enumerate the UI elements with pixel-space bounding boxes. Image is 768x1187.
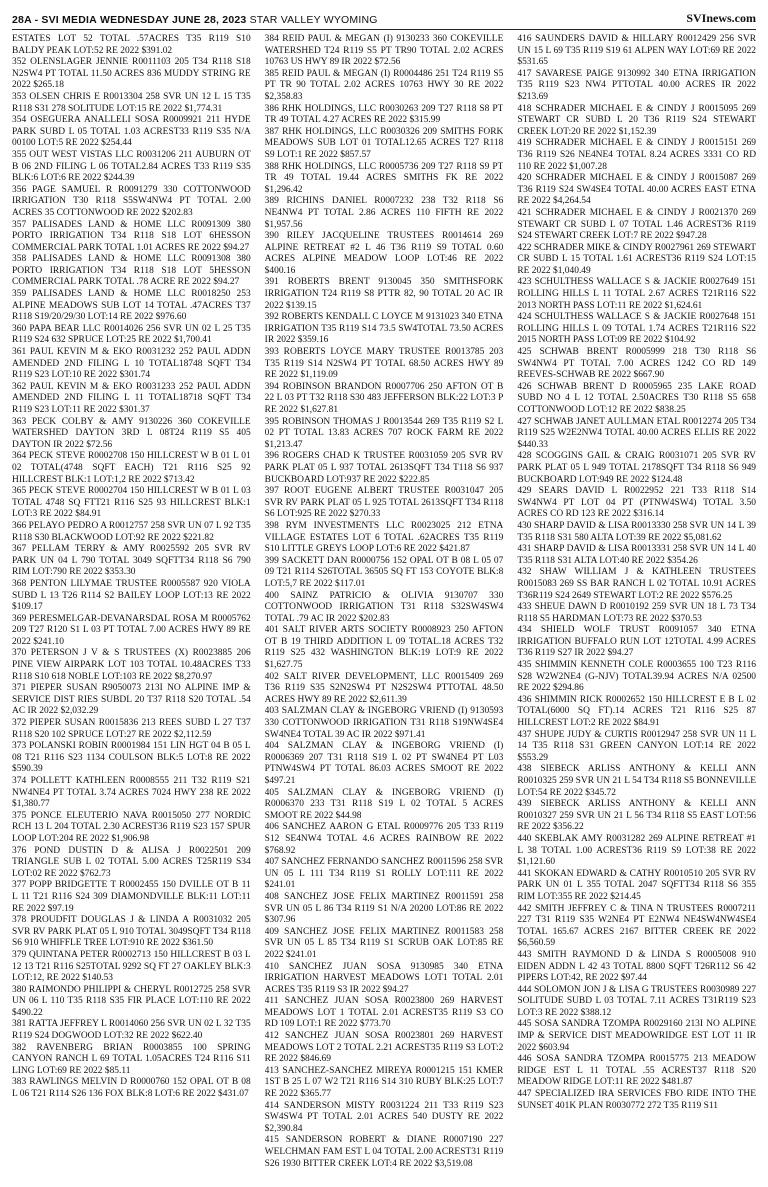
tax-listing-entry: 355 OUT WEST VISTAS LLC R0031206 211 AUBURN OT B 06 2ND FILING L 06 TOTAL2.84 ACRES T33 R119 S35 BLK:6 LOT:6 RE 2022 $244.39	[12, 149, 251, 184]
tax-listing-entry: 389 RICHINS DANIEL R0007232 238 T32 R118 S6 NE4NW4 PT TOTAL 2.86 ACRES 110 FIFTH RE 2022 $1,957.56	[264, 196, 504, 230]
page-label: 28A - SVI MEDIA	[12, 14, 97, 26]
tax-listing-entry: 403 SALZMAN CLAY & INGEBORG VRIEND (I) 9130593 330 COTTONWOOD IRRIGATION T31 R118 S19NW4SE4 SW4NE4 TOTAL 39 AC IR 2022 $971.41	[264, 706, 504, 740]
tax-listing-entry: 356 PAGE SAMUEL R R0091279 330 COTTONWOOD IRRIGATION T30 R118 S5SW4NW4 PT TOTAL 2.00 ACRES 35 COTTONWOOD RE 2022 $202.83	[12, 184, 251, 218]
tax-listing-entry: 421 SCHRADER MICHAEL E & CINDY J R0021370 269 STEWART CR SUBD L 07 TOTAL 1.46 ACREST36 R119 S24 STEWART CREEK LOT:7 RE 2022 $947.28	[517, 207, 757, 242]
tax-listing-entry: 370 PETERSON J V & S TRUSTEES (X) R0023885 206 PINE VIEW AIRPARK LOT 103 TOTAL 10.48ACRES T33 R118 S10 618 NOBLE LOT:103 RE 2022 $8,270.97	[12, 648, 251, 682]
tax-listing-entry: 374 POLLETT KATHLEEN R0008555 211 T32 R119 S21 NW4NE4 PT TOTAL 3.74 ACRES 7024 HWY 238 RE 2022 $1,380.77	[12, 776, 251, 810]
tax-listing-entry: 441 SKOKAN EDWARD & CATHY R0010510 205 SVR RV PARK UN 01 L 355 TOTAL 2047 SQFTT34 R118 S6 355 RIM LOT:355 RE 2022 $214.45	[517, 868, 757, 902]
tax-listing-entry: 413 SANCHEZ-SANCHEZ MIREYA R0001215 151 KMER 1ST B 25 L 07 W2 T21 R116 S14 310 RUBY BLK:25 LOT:7 RE 2022 $365.77	[264, 1065, 504, 1100]
tax-listing-entry: 424 SCHULTHESS WALLACE S & JACKIE R0027648 151 ROLLING HILLS L 09 TOTAL 1.74 ACRES T21R116 S22 2015 NORTH PASS LOT:09 RE 2022 $104.92	[517, 312, 757, 346]
column-1	[12, 34, 251, 1181]
tax-listing-entry: 386 RHK HOLDINGS, LLC R0030263 209 T27 R118 S8 PT TR 49 TOTAL 4.27 ACRES RE 2022 $315.99	[264, 103, 504, 126]
paper-name: STAR VALLEY WYOMING	[249, 14, 378, 26]
tax-listing-entry: 364 PECK STEVE R0002708 150 HILLCREST W B 01 L 01 02 TOTAL(4748 SQFT EACH) T21 R116 S25 92 HILLCREST BLK:1 LOT:1,2 RE 2022 $713.42	[12, 451, 251, 485]
tax-listing-entry: 438 SIEBECK ARLISS ANTHONY & KELLI ANN R0010325 259 SVR UN 21 L 54 T34 R118 S5 BONNEVILLE LOT:54 RE 2022 $345.72	[517, 764, 757, 798]
tax-listing-entry: 432 SHAW WILLIAM J & KATHLEEN TRUSTEES R0015083 269 SS BAR RANCH L 02 TOTAL 10.91 ACRES T36R119 S24 2649 STEWART LOT:2 RE 2022 $576.25	[517, 567, 757, 601]
tax-listing-entry: 384 REID PAUL & MEGAN (I) 9130233 360 COKEVILLE WATERSHED T24 R119 S5 PT TR90 TOTAL 2.02 ACRES 10763 US HWY 89 IR 2022 $72.56	[264, 34, 504, 68]
tax-listing-entry: 427 SCHWAB JANET AULLMAN ETAL R0012274 205 T34 R119 S25 W2E2NW4 TOTAL 40.00 ACRES ELLIS RE 2022 $440.33	[517, 416, 757, 450]
tax-listing-entry: 393 ROBERTS LOYCE MARY TRUSTEE R0013785 203 T35 R119 S14 N2SW4 PT TOTAL 68.50 ACRES HWY 89 RE 2022 $1,119.09	[264, 347, 504, 381]
tax-listing-entry: 397 ROOT EUGENE ALBERT TRUSTEE R0031047 205 SVR RV PARK PLAT 05 L 925 TOTAL 2613SQFT T34 R118 S6 LOT:925 RE 2022 $270.33	[264, 486, 504, 520]
header-left	[12, 14, 378, 26]
tax-listing-entry: 428 SCOGGINS GAIL & CRAIG R0031071 205 SVR RV PARK PLAT 05 L 949 TOTAL 2178SQFT T34 R118 S6 949 BUCKBOARD LOT:949 RE 2022 $124.48	[517, 451, 757, 485]
tax-listing-entry: 388 RHK HOLDINGS, LLC R0005736 209 T27 R118 S9 PT TR 49 TOTAL 19.44 ACRES SMITHS FK RE 2022 $1,296.42	[264, 161, 504, 195]
tax-listing-entry: 417 SAVARESE PAIGE 9130992 340 ETNA IRRIGATION T35 R119 S23 NW4 PTTOTAL 40.00 ACRES IR 2022 $213.69	[517, 68, 757, 102]
tax-listing-entry: 380 RAIMONDO PHILIPPI & CHERYL R0012725 258 SVR UN 06 L 110 T35 R118 S35 FIR PLACE LOT:110 RE 2022 $490.22	[12, 984, 251, 1018]
tax-listing-entry: 446 SOSA SANDRA TZOMPA R0015775 213 MEADOW RIDGE EST L 11 TOTAL .55 ACREST37 R118 S20 MEADOW RIDGE LOT:11 RE 2022 $481.87	[517, 1054, 757, 1088]
tax-listing-entry: 408 SANCHEZ JOSE FELIX MARTINEZ R0011591 258 SVR UN 05 L 86 T34 R119 S1 N/A 20200 LOT:86 RE 2022 $307.96	[264, 891, 504, 926]
tax-listing-entry: 420 SCHRADER MICHAEL E & CINDY J R0015087 269 T36 R119 S24 SW4SE4 TOTAL 40.00 ACRES EAST ETNA RE 2022 $4,264.54	[517, 173, 757, 207]
tax-listing-entry: 369 PERESMELGAR-DEVANARSDAL ROSA M R0005762 209 T27 R120 S1 L 03 PT TOTAL 7.00 ACRES HWY 89 RE 2022 $241.10	[12, 613, 251, 647]
tax-listing-entry: 443 SMITH RAYMOND D & LINDA S R0005008 910 EIDEN ADDN L 42 43 TOTAL 8800 SQFT T26R112 S6 42 PIPERS LOT:42, RE 2022 $97.44	[517, 949, 757, 984]
tax-listing-entry: 365 PECK STEVE R0002704 150 HILLCREST W B 01 L 03 TOTAL 4748 SQ FTT21 R116 S25 93 HILLCREST BLK:1 LOT:3 RE 2022 $84.91	[12, 486, 251, 520]
tax-listing-entry: 442 SMITH JEFFREY C & TINA N TRUSTEES R0007211 227 T31 R119 S35 W2NE4 PT E2NW4 NE4SW4NW4SE4 TOTAL 165.67 ACRES 2167 BITTER CREEK RE 2022 $6,560.59	[517, 903, 757, 949]
tax-listing-entry: 353 OLSEN CHRIS E R0013304 258 SVR UN 12 L 15 T35 R118 S31 278 SOLITUDE LOT:15 RE 2022 $1,774.31	[12, 91, 251, 114]
tax-listing-entry: 437 SHUPE JUDY & CURTIS R0012947 258 SVR UN 11 L 14 T35 R118 S31 GREEN CANYON LOT:14 RE 2022 $553.29	[517, 729, 757, 763]
tax-listing-entry: 373 POLANSKI ROBIN R0001984 151 LIN HGT 04 B 05 L 08 T21 R116 S23 1134 COULSON BLK:5 LOT:8 RE 2022 $590.39	[12, 741, 251, 775]
tax-listing-entry: 429 SEARS DAVID L R0022952 221 T33 R118 S14 SW4NW4 PT LOT 04 PT (PTNW4SW4) TOTAL 3.50 ACRES CO RD 123 RE 2022 $316.14	[517, 486, 757, 520]
tax-listing-entry: 396 ROGERS CHAD K TRUSTEE R0031059 205 SVR RV PARK PLAT 05 L 937 TOTAL 2613SQFT T34 T118 S6 937 BUCKBOARD LOT:937 RE 2022 $222.85	[264, 451, 504, 485]
tax-listing-entry: 411 SANCHEZ JUAN SOSA R0023800 269 HARVEST MEADOWS LOT 1 TOTAL 2.01 ACREST35 R119 S3 CO RD 109 LOT:1 RE 2022 $773.70	[264, 996, 504, 1030]
tax-listing-entry: 378 PROUDFIT DOUGLAS J & LINDA A R0031032 205 SVR RV PARK PLAT 05 L 910 TOTAL 3049SQFT T34 R118 S6 910 WHIFFLE TREE LOT:910 RE 2022 $361.50	[12, 915, 251, 949]
tax-listing-entry: 405 SALZMAN CLAY & INGEBORG VRIEND (I) R0006370 233 T31 R118 S19 L 02 TOTAL 5 ACRES SMOOT RE 2022 $44.98	[264, 787, 504, 821]
tax-listing-entry: 361 PAUL KEVIN M & EKO R0031232 252 PAUL ADDN AMENDED 2ND FILING L 10 TOTAL18748 SQFT T34 R119 S23 LOT:10 RE 2022 $301.74	[12, 347, 251, 381]
tax-listing-entry: 385 REID PAUL & MEGAN (I) R0004486 251 T24 R119 S5 PT TR 90 TOTAL 2.02 ACRES 10763 HWY 30 RE 2022 $2,358.83	[264, 68, 504, 102]
tax-listing-entry: 390 RILEY JACQUELINE TRUSTEES R0014614 269 ALPINE RETREAT #2 L 46 T36 R119 S9 TOTAL 0.60 ACRES ALPINE MEADOW LOOP LOT:46 RE 2022 $400.16	[264, 231, 504, 276]
tax-listing-entry: 430 SHARP DAVID & LISA R0013330 258 SVR UN 14 L 39 T35 R118 S31 580 ALTA LOT:39 RE 2022 $5,081.62	[517, 520, 757, 543]
tax-listing-entry: 436 SHIMMIN RICK R0002652 150 HILLCREST E B L 02 TOTAL(6000 SQ FT).14 ACRES T21 R116 S25 87 HILLCREST LOT:2 RE 2022 $84.91	[517, 694, 757, 729]
tax-listing-entry: 440 SKEBLAK AMY R0031282 269 ALPINE RETREAT #1 L 38 TOTAL 1.00 ACREST36 R119 S9 LOT:38 RE 2022 $1,121.60	[517, 833, 757, 868]
tax-listing-entry: 366 PELAYO PEDRO A R0012757 258 SVR UN 07 L 92 T35 R118 S30 BLACKWOOD LOT:92 RE 2022 $221.82	[12, 520, 251, 543]
tax-listing-entry: 379 QUINTANA PETER R0002713 150 HILLCREST B 03 L 12 13 T21 R116 S25TOTAL 9292 SQ FT 27 OAKLEY BLK:3 LOT:12, RE 2022 $140.53	[12, 949, 251, 984]
tax-listing-entry: 402 SALT RIVER DEVELOPMENT, LLC R0015409 269 T36 R119 S35 S2N2SW4 PT N2S2SW4 PTTOTAL 48.50 ACRES HWY 89 RE 2022 $2,611.39	[264, 671, 504, 705]
tax-listing-entry: 414 SANDERSON MISTY R0031224 211 T33 R119 S23 SW4SW4 PT TOTAL 2.01 ACRES 540 DUSTY RE 2022 $2,390.84	[264, 1100, 504, 1134]
column-2	[265, 34, 504, 1181]
tax-listing-entry: 376 POND DUSTIN D & ALISA J R0022501 209 TRIANGLE SUB L 02 TOTAL 5.00 ACRES T25R119 S34 LOT:02 RE 2022 $762.73	[12, 845, 251, 879]
tax-listing-entry: 354 OSEGUERA ANALLELI SOSA R0009921 211 HYDE PARK SUBD L 05 TOTAL 1.03 ACREST33 R119 S35 N/A 00100 LOT:5 RE 2022 $254.44	[12, 115, 251, 149]
tax-listing-entry: 407 SANCHEZ FERNANDO SANCHEZ R0011596 258 SVR UN 05 L 111 T34 R119 S1 ROLLY LOT:111 RE 2022 $241.01	[264, 857, 504, 891]
tax-listing-entry: 418 SCHRADER MICHAEL E & CINDY J R0015095 269 STEWART CR SUBD L 20 T36 R119 S24 STEWART CREEK LOT:20 RE 2022 $1,152.39	[517, 103, 757, 137]
tax-listing-entry: 439 SIEBECK ARLISS ANTHONY & KELLI ANN R0010327 259 SVR UN 21 L 56 T34 R118 S5 EAST LOT:56 RE 2022 $356.22	[517, 799, 757, 833]
tax-listing-entry: 434 SHIELD WOLF TRUST R0091057 340 ETNA IRRIGATION BUFFALO RUN LOT 12TOTAL 4.99 ACRES T36 R119 S27 IR 2022 $94.27	[517, 625, 757, 659]
tax-listing-entry: 404 SALZMAN CLAY & INGEBORG VRIEND (I) R0006369 207 T31 R118 S19 L 02 PT SW4NE4 PT L03 PTNW4SW4 PT TOTAL 86.03 ACRES SMOOT RE 2022 $497.21	[264, 741, 504, 786]
tax-listing-entry: 447 SPECIALIZED IRA SERVICES FBO RIDE INTO THE SUNSET 401K PLAN R0030772 272 T35 R119 S11	[517, 1089, 757, 1111]
tax-listing-entry: 359 PALISADES LAND & HOME LLC R0018250 253 ALPINE MEADOWS SUB LOT 14 TOTAL .47ACRES T37 R118 S19/20/29/30 LOT:14 RE 2022 $976.60	[12, 289, 251, 323]
website-label: SVInews.com	[686, 11, 756, 25]
tax-listing-entry: 409 SANCHEZ JOSE FELIX MARTINEZ R0011583 258 SVR UN 05 L 85 T34 R119 S1 SCRUB OAK LOT:85 RE 2022 $241.01	[264, 926, 504, 960]
tax-listing-entry: 433 SHEUE DAWN D R0010192 259 SVR UN 18 L 73 T34 R118 S5 HARDMAN LOT:73 RE 2022 $370.53	[517, 602, 757, 624]
tax-listing-entry: 367 PELLAM TERRY & AMY R0025592 205 SVR RV PARK UN 04 L 790 TOTAL 3049 SQFTT34 R118 S6 790 RIM LOT:790 RE 2022 $353.30	[12, 544, 251, 578]
tax-listing-entry: 399 SACKETT DAN R0000756 152 OPAL OT B 08 L 05 07 09 T21 R114 S26TOTAL 36505 SQ FT 153 COYOTE BLK:8 LOT:5,7 RE 2022 $117.01	[264, 555, 504, 589]
tax-listing-entry: 372 PIEPER SUSAN R0015836 213 REES SUBD L 27 T37 R118 S20 102 SPRUCE LOT:27 RE 2022 $2,112.59	[12, 718, 251, 740]
tax-listing-entry: 392 ROBERTS KENDALL C LOYCE M 9131023 340 ETNA IRRIGATION T35 R119 S14 73.5 SW4TOTAL 73.50 ACRES IR 2022 $359.16	[264, 312, 504, 346]
tax-listing-entry: 422 SCHRADER MIKE & CINDY R0027961 269 STEWART CR SUBD L 15 TOTAL 1.61 ACREST36 R119 S24 LOT:15 RE 2022 $1,040.49	[517, 242, 757, 276]
tax-listing-entry: 371 PIEPER SUSAN R9050073 213I NO ALPINE IMP & SERVICE DIST RIES SUBDL 20 T37 R118 S20 TOTAL .54 AC IR 2022 $2,032.29	[12, 683, 251, 717]
tax-listing-entry: 360 PAPA BEAR LLC R0014026 256 SVR UN 02 L 25 T35 R119 S24 632 SPRUCE LOT:25 RE 2022 $1,700.41	[12, 323, 251, 346]
tax-listing-entry: 387 RHK HOLDINGS, LLC R0030326 209 SMITHS FORK MEADOWS SUB LOT 01 TOTAL12.65 ACRES T27 R118 S9 LOT:1 RE 2022 $857.57	[264, 126, 504, 160]
tax-listing-entry: 362 PAUL KEVIN M & EKO R0031233 252 PAUL ADDN AMENDED 2ND FILING L 11 TOTAL18718 SQFT T34 R119 S23 LOT:11 RE 2022 $301.37	[12, 381, 251, 415]
tax-listing-entry: 363 PECK COLBY & AMY 9130226 360 COKEVILLE WATERSHED DAYTON 3RD L 08T24 R119 S5 405 DAYTON IR 2022 $72.56	[12, 416, 251, 450]
tax-listing-entry: 416 SAUNDERS DAVID & HILLARY R0012429 256 SVR UN 15 L 69 T35 R119 S19 61 ALPEN WAY LOT:69 RE 2022 $531.65	[517, 34, 757, 68]
tax-listing-entry: 368 PENTON LILYMAE TRUSTEE R0005587 920 VIOLA SUBD L 13 T26 R114 S2 BAILEY LOOP LOT:13 RE 2022 $109.17	[12, 578, 251, 613]
tax-listing-entry: 425 SCHWAB BRENT R0005999 218 T30 R118 S6 SW4NW4 PT TOTAL 7.00 ACRES 1242 CO RD 149 REEVES-SCHWAB RE 2022 $667.90	[517, 347, 757, 381]
tax-listing-entry: 401 SALT RIVER ARTS SOCIETY R0008923 250 AFTON OT B 19 THIRD ADDITION L 09 TOTAL.18 ACRES T32 R119 S25 432 WASHINGTON BLK:19 LOT:9 RE 2022 $1,627.75	[264, 625, 504, 671]
tax-listing-entry: 423 SCHULTHESS WALLACE S & JACKIE R0027649 151 ROLLING HILLS L 11 TOTAL 2.67 ACRES T21R116 S22 2013 NORTH PASS LOT:11 RE 2022 $1,624.61	[517, 277, 757, 311]
tax-listing-entry: 352 OLENSLAGER JENNIE R0011103 205 T34 R118 S18 N2SW4 PT TOTAL 11.50 ACRES 836 MUDDY STRING RE 2022 $265.18	[12, 57, 251, 91]
header-date: WEDNESDAY JUNE 28, 2023	[100, 14, 247, 26]
tax-listing-entry: 395 ROBINSON THOMAS J R0013544 269 T35 R119 S2 L 02 PT TOTAL 13.83 ACRES 707 ROCK FARM RE 2022 $1,213.47	[264, 416, 504, 450]
tax-listing-entry: 419 SCHRADER MICHAEL E & CINDY J R0015151 269 T36 R119 S26 NE4NE4 TOTAL 8.24 ACRES 3331 CO RD 110 RE 2022 $1,007.28	[517, 138, 757, 172]
tax-listing-entry: 383 RAWLINGS MELVIN D R0000760 152 OPAL OT B 08 L 06 T21 R114 S26 136 FOX BLK:8 LOT:6 RE 2022 $431.07	[12, 1077, 251, 1100]
tax-listing-entry: 426 SCHWAB BRENT D R0005965 235 LAKE ROAD SUBD NO 4 L 12 TOTAL 2.50ACRES T30 R118 S5 658 COTTONWOOD LOT:12 RE 2022 $838.25	[517, 381, 757, 415]
tax-listing-entry: 400 SAINZ PATRICIO & OLIVIA 9130707 330 COTTONWOOD IRRIGATION T31 R118 S32SW4SW4 TOTAL .79 AC IR 2022 $202.83	[264, 590, 504, 624]
tax-listing-entry: 410 SANCHEZ JUAN SOSA 9130985 340 ETNA IRRIGATION HARVEST MEADOWS LOT1 TOTAL 2.01 ACRES T35 R119 S3 IR 2022 $94.27	[264, 961, 504, 995]
tax-listing-entry: 435 SHIMMIN KENNETH COLE R0003655 100 T23 R116 S28 W2W2NE4 (G-NJV) TOTAL39.94 ACRES N/A 02500 RE 2022 $294.86	[517, 660, 757, 694]
tax-listing-entry: 398 RYM INVESTMENTS LLC R0023025 212 ETNA VILLAGE ESTATES LOT 6 TOTAL .62ACRES T35 R119 S10 LITTLE GREYS LOOP LOT:6 RE 2022 $421.87	[264, 520, 504, 555]
page-header	[12, 8, 756, 30]
tax-listing-entry: 381 RATTA JEFFREY L R0014060 256 SVR UN 02 L 32 T35 R119 S24 DOGWOOD LOT:32 RE 2022 $622.40	[12, 1019, 251, 1042]
tax-listing-entry: 382 RAVENBERG BRIAN R0003855 100 SPRING CANYON RANCH L 69 TOTAL 1.05ACRES T24 R116 S11 LING LOT:69 RE 2022 $85.11	[12, 1042, 251, 1076]
tax-listing-entry: 391 ROBERTS BRENT 9130045 350 SMITHSFORK IRRIGATION T24 R119 S8 PTTR 82, 90 TOTAL 20 AC IR 2022 $139.15	[264, 277, 504, 311]
column-3	[517, 34, 756, 1181]
tax-listing-entry: 415 SANDERSON ROBERT & DIANE R0007190 227 WELCHMAN FAM EST L 04 TOTAL 2.00 ACREST31 R119 S26 1930 BITTER CREEK LOT:4 RE 2022 $3,519.08	[264, 1135, 504, 1169]
tax-listing-entry: 375 PONCE ELEUTERIO NAVA R0015050 277 NORDIC RCH 13 L 204 TOTAL 2.30 ACREST36 R119 S23 157 SPUR LOOP LOT:204 RE 2022 $1,906.98	[12, 810, 251, 844]
tax-listing-entry: 412 SANCHEZ JUAN SOSA R0023801 269 HARVEST MEADOWS LOT 2 TOTAL 2.21 ACREST35 R119 S3 LOT:2 RE 2022 $846.69	[264, 1031, 504, 1065]
tax-listing-entry: 444 SOLOMON JON J & LISA G TRUSTEES R0030989 227 SOLITUDE SUBD L 03 TOTAL 7.11 ACRES T31R119 S23 LOT:3 RE 2022 $388.12	[517, 984, 757, 1018]
tax-listing-entry: 358 PALISADES LAND & HOME LLC R0091308 380 PORTO IRRIGATION T34 R118 S18 LOT 5HESSON COMMERCIAL PARK TOTAL .78 ACRE RE 2022 $94.27	[12, 254, 251, 288]
tax-listing-entry: 406 SANCHEZ AARON G ETAL R0009776 205 T33 R119 S12 SE4NW4 TOTAL 4.6 ACRES RAINBOW RE 2022 $768.92	[264, 822, 504, 856]
tax-listing-entry: 377 POPP BRIDGETTE T R0002455 150 DVILLE OT B 11 L 11 T21 R116 S24 309 DIAMONDVILLE BLK:11 LOT:11 RE 2022 $97.19	[12, 880, 251, 914]
tax-listing-entry: 394 ROBINSON BRANDON R0007706 250 AFTON OT B 22 L 03 PT T32 R118 S30 483 JEFFERSON BLK:22 LOT:3 P RE 2022 $1,627.81	[264, 381, 504, 415]
listing-columns	[12, 34, 756, 1181]
tax-listing-entry: ESTATES LOT 52 TOTAL .57ACRES T35 R119 S10 BALDY PEAK LOT:52 RE 2022 $391.02	[12, 34, 251, 56]
tax-listing-entry: 431 SHARP DAVID & LISA R0013331 258 SVR UN 14 L 40 T35 R118 S31 ALTA LOT:40 RE 2022 $354.26	[517, 544, 757, 566]
tax-listing-entry: 445 SOSA SANDRA TZOMPA R0029160 213I NO ALPINE IMP & SERVICE DIST MEADOWRIDGE EST LOT 11 IR 2022 $603.94	[517, 1019, 757, 1053]
tax-listing-entry: 357 PALISADES LAND & HOME LLC R0091309 380 PORTO IRRIGATION T34 R118 S18 LOT 6HESSON COMMERCIAL PARK TOTAL 1.01 ACRES RE 2022 $94.27	[12, 219, 251, 253]
